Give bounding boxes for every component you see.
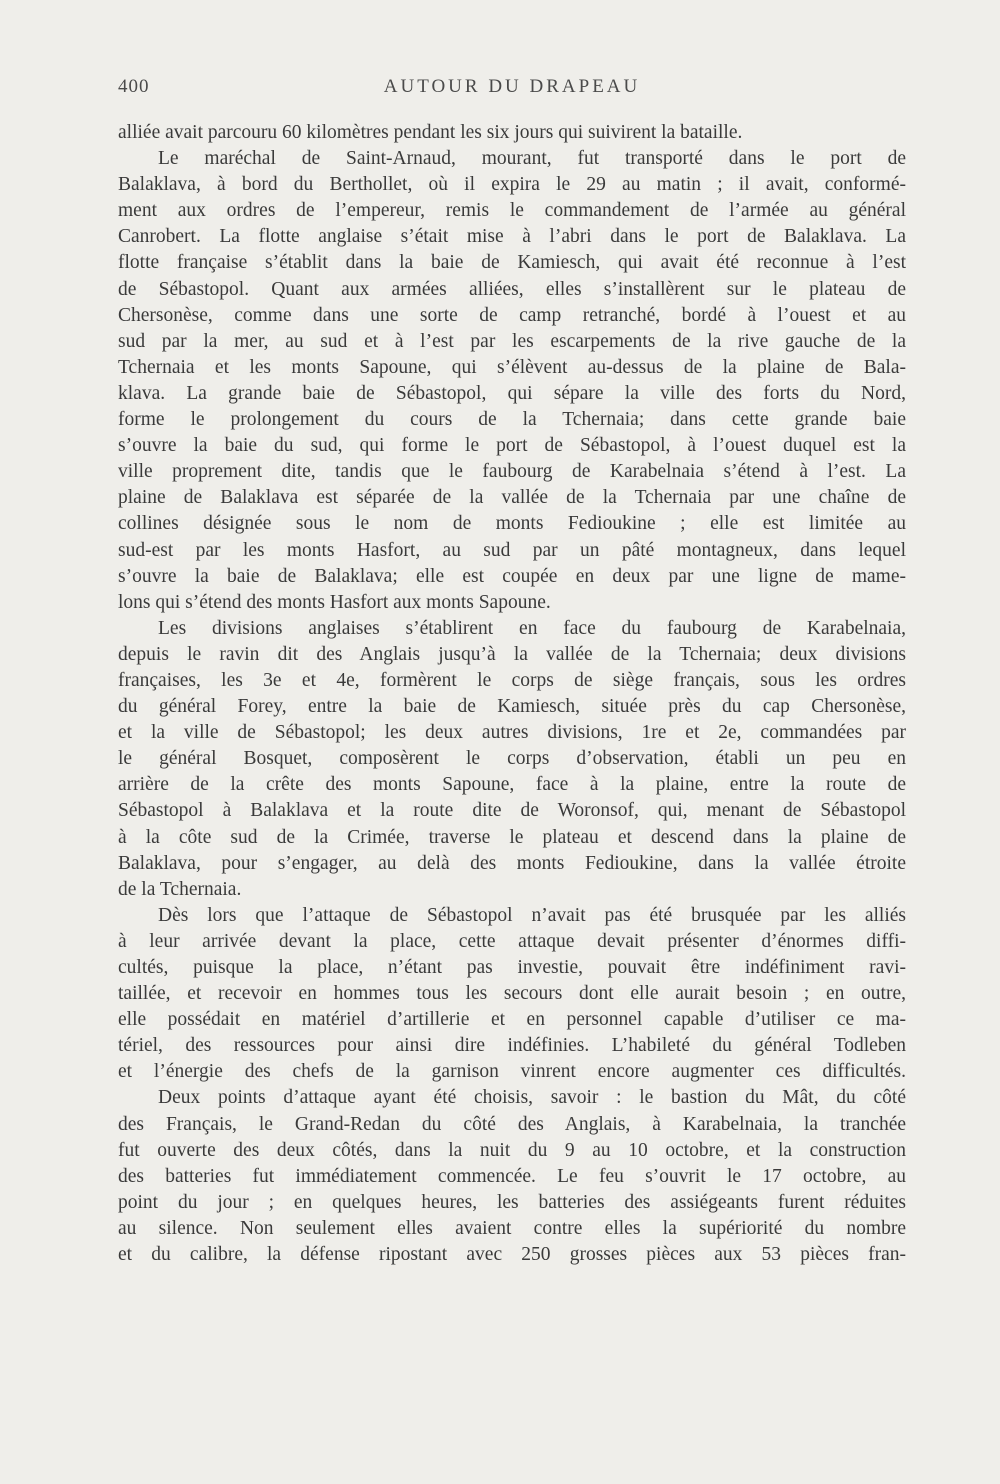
text-line: le général Bosquet, composèrent le corps d’observation, établi un peu en [118, 748, 906, 770]
text-line: à la côte sud de la Crimée, traverse le plateau et descend dans la plaine de [118, 826, 906, 848]
text-line: elle possédait en matériel d’artillerie et en personnel capable d’utiliser ce ma- [118, 1009, 906, 1031]
text-line: à leur arrivée devant la place, cette attaque devait présenter d’énormes diffi- [118, 930, 906, 952]
text-line: fut ouverte des deux côtés, dans la nuit du 9 au 10 octobre, et la construction [118, 1139, 906, 1161]
running-head [118, 76, 906, 104]
text-line: des batteries fut immédiatement commencée. Le feu s’ouvrit le 17 octobre, au [118, 1165, 906, 1187]
text-line: Deux points d’attaque ayant été choisis, savoir : le bastion du Mât, du côté [158, 1087, 906, 1109]
running-title: AUTOUR DU DRAPEAU [383, 76, 641, 97]
text-line: et du calibre, la défense ripostant avec 250 grosses pièces aux 53 pièces fran- [118, 1244, 906, 1266]
text-line: flotte française s’établit dans la baie de Kamiesch, qui avait été reconnue à l’est [118, 252, 906, 274]
text-line: de la Tchernaia. [118, 878, 242, 900]
text-line: Balaklava, à bord du Berthollet, où il expira le 29 au matin ; il avait, conformé- [118, 174, 906, 196]
text-line: Tchernaia et les monts Sapoune, qui s’élèvent au-dessus de la plaine de Bala- [118, 356, 906, 378]
text-line: Le maréchal de Saint-Arnaud, mourant, fut transporté dans le port de [158, 148, 906, 170]
text-line: Balaklava, pour s’engager, au delà des monts Fedioukine, dans la vallée étroite [118, 852, 906, 874]
text-line: point du jour ; en quelques heures, les batteries des assiégeants furent réduites [118, 1191, 906, 1213]
text-line: taillée, et recevoir en hommes tous les secours dont elle aurait besoin ; en outre, [118, 983, 906, 1005]
text-line: de Sébastopol. Quant aux armées alliées, elles s’installèrent sur le plateau de [118, 278, 906, 300]
text-line: Les divisions anglaises s’établirent en face du faubourg de Karabelnaia, [158, 617, 906, 639]
text-line: Canrobert. La flotte anglaise s’était mise à l’abri dans le port de Balaklava. La [118, 226, 906, 248]
text-line: cultés, puisque la place, n’étant pas investie, pouvait être indéfiniment ravi- [118, 957, 906, 978]
text-line: tériel, des ressources pour ainsi dire indéfinies. L’habileté du général Todleben [118, 1035, 906, 1057]
text-line: collines désignée sous le nom de monts Fedioukine ; elle est limitée au [118, 513, 906, 535]
text-line: s’ouvre la baie de Balaklava; elle est coupée en deux par une ligne de mame- [118, 565, 906, 587]
text-line: s’ouvre la baie du sud, qui forme le port de Sébastopol, à l’ouest duquel est la [118, 435, 906, 457]
text-line: depuis le ravin dit des Anglais jusqu’à la vallée de la Tchernaia; deux divisions [118, 643, 906, 665]
text-line: forme le prolongement du cours de la Tchernaia; dans cette grande baie [118, 409, 906, 431]
text-line: et la ville de Sébastopol; les deux autres divisions, 1re et 2e, commandées par [118, 722, 906, 744]
text-line: du général Forey, entre la baie de Kamiesch, située près du cap Chersonèse, [118, 696, 906, 718]
text-line: au silence. Non seulement elles avaient contre elles la supériorité du nombre [118, 1217, 906, 1239]
text-line: plaine de Balaklava est séparée de la vallée de la Tchernaia par une chaîne de [118, 487, 906, 509]
text-line: lons qui s’étend des monts Hasfort aux monts Sapoune. [118, 591, 551, 613]
text-line: sud par la mer, au sud et à l’est par les escarpements de la rive gauche de la [118, 330, 906, 352]
text-line: des Français, le Grand-Redan du côté des Anglais, à Karabelnaia, la tranchée [118, 1113, 906, 1135]
text-line: alliée avait parcouru 60 kilomètres pendant les six jours qui suivirent la bataille. [118, 122, 743, 143]
page-number: 400 [118, 76, 150, 97]
text-line: arrière de la crête des monts Sapoune, face à la plaine, entre la route de [118, 774, 906, 796]
body-text [118, 120, 906, 1268]
text-line: Chersonèse, comme dans une sorte de camp retranché, bordé à l’ouest et au [118, 304, 906, 326]
text-line: klava. La grande baie de Sébastopol, qui sépare la ville des forts du Nord, [118, 382, 906, 404]
text-line: sud-est par les monts Hasfort, au sud par un pâté montagneux, dans lequel [118, 539, 906, 561]
text-line: françaises, les 3e et 4e, formèrent le corps de siège français, sous les ordres [118, 669, 906, 691]
text-line: ville proprement dite, tandis que le faubourg de Karabelnaia s’étend à l’est. La [118, 461, 906, 483]
text-line: et l’énergie des chefs de la garnison vinrent encore augmenter ces difficultés. [118, 1061, 906, 1083]
text-line: Sébastopol à Balaklava et la route dite de Woronsof, qui, menant de Sébastopol [118, 800, 906, 822]
text-line: ment aux ordres de l’empereur, remis le commandement de l’armée au général [118, 200, 906, 222]
text-line: Dès lors que l’attaque de Sébastopol n’avait pas été brusquée par les alliés [158, 904, 906, 926]
